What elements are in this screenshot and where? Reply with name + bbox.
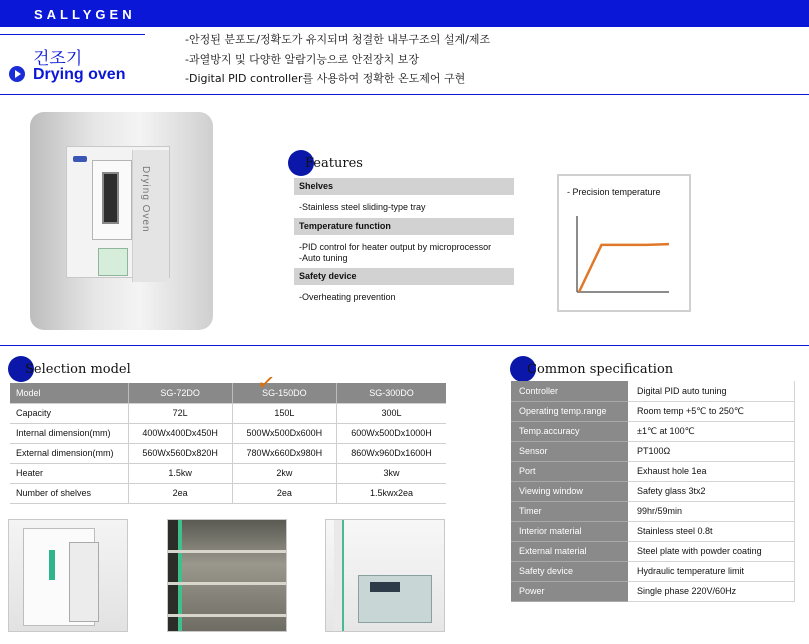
spec-value: Digital PID auto tuning xyxy=(628,381,795,401)
table-cell: 400Wx400Dx450H xyxy=(128,423,232,443)
table-row xyxy=(511,501,795,521)
spec-value: Safety glass 3tx2 xyxy=(628,481,795,501)
table-header: SG-150DO xyxy=(232,383,336,403)
spec-title: Common specification xyxy=(527,362,674,377)
table-row xyxy=(511,381,795,401)
play-bullet-icon xyxy=(9,66,25,82)
table-row xyxy=(10,463,446,483)
shelf-rail xyxy=(168,550,287,553)
table-cell: 150L xyxy=(232,403,336,423)
table-header-row xyxy=(10,383,446,403)
oven-window xyxy=(102,172,119,224)
precision-chart-svg xyxy=(559,176,689,310)
features-title: Features xyxy=(305,156,363,171)
summary-line: -과열방지 및 다양한 알람기능으로 안전장치 보장 xyxy=(185,52,419,66)
spec-key: Safety device xyxy=(511,561,628,581)
shelf-rail xyxy=(168,614,287,617)
table-header: SG-72DO xyxy=(128,383,232,403)
table-row xyxy=(511,561,795,581)
oven-side-label: Drying Oven xyxy=(140,166,151,233)
spec-key: Controller xyxy=(511,381,628,401)
spec-key: Interior material xyxy=(511,521,628,541)
spec-value: Hydraulic temperature limit xyxy=(628,561,795,581)
table-row xyxy=(511,461,795,481)
check-mark-icon: ✓ xyxy=(255,368,278,397)
table-cell: Number of shelves xyxy=(10,483,128,503)
shelf-rail xyxy=(168,582,287,585)
feature-line: -Auto tuning xyxy=(299,253,348,263)
table-cell: 1.5kw xyxy=(128,463,232,483)
selection-table xyxy=(10,383,446,504)
table-cell: 300L xyxy=(336,403,446,423)
oven-control-panel xyxy=(98,248,128,276)
temperature-curve xyxy=(579,244,669,292)
table-cell: 3kw xyxy=(336,463,446,483)
table-cell: External dimension(mm) xyxy=(10,443,128,463)
spec-key: Sensor xyxy=(511,441,628,461)
table-row xyxy=(511,541,795,561)
spec-key: External material xyxy=(511,541,628,561)
spec-value: 99hr/59min xyxy=(628,501,795,521)
table-row xyxy=(10,483,446,503)
product-photo-interior xyxy=(167,519,287,632)
brand-name: SALLYGEN xyxy=(34,7,136,22)
table-cell: 2ea xyxy=(128,483,232,503)
table-cell: Heater xyxy=(10,463,128,483)
table-cell: 500Wx500Dx600H xyxy=(232,423,336,443)
page-title-korean: 건조기 xyxy=(33,49,83,69)
table-cell: 2kw xyxy=(232,463,336,483)
table-row xyxy=(511,521,795,541)
spec-value: PT100Ω xyxy=(628,441,795,461)
product-photo-exterior xyxy=(8,519,128,632)
controller-display xyxy=(370,582,400,592)
table-row xyxy=(511,421,795,441)
spec-key: Operating temp.range xyxy=(511,401,628,421)
title-underline xyxy=(0,34,145,35)
spec-key: Port xyxy=(511,461,628,481)
table-cell: 780Wx660Dx980H xyxy=(232,443,336,463)
table-cell: 2ea xyxy=(232,483,336,503)
table-row xyxy=(511,401,795,421)
table-cell: 560Wx560Dx820H xyxy=(128,443,232,463)
spec-key: Timer xyxy=(511,501,628,521)
brand-bar xyxy=(0,0,809,27)
table-row xyxy=(511,481,795,501)
table-row xyxy=(10,423,446,443)
precision-chart xyxy=(557,174,691,312)
feature-heading: Temperature function xyxy=(294,218,514,235)
table-cell: Capacity xyxy=(10,403,128,423)
table-row xyxy=(511,441,795,461)
spec-value: Single phase 220V/60Hz xyxy=(628,581,795,601)
feature-line: -Overheating prevention xyxy=(299,292,396,302)
spec-value: Room temp +5℃ to 250℃ xyxy=(628,401,795,421)
spec-value: Steel plate with powder coating xyxy=(628,541,795,561)
door-edge xyxy=(334,520,344,632)
spec-value: ±1℃ at 100℃ xyxy=(628,421,795,441)
section-divider xyxy=(0,345,809,346)
table-row xyxy=(511,581,795,601)
spec-table xyxy=(511,381,795,602)
feature-heading: Shelves xyxy=(294,178,514,195)
oven-logo xyxy=(73,156,87,162)
chart-title: - Precision temperature xyxy=(567,187,661,197)
selection-title: Selection model xyxy=(25,362,131,377)
feature-line: -PID control for heater output by microprocessor xyxy=(299,242,492,252)
table-header: Model xyxy=(10,383,128,403)
table-header: SG-300DO xyxy=(336,383,446,403)
summary-line: -Digital PID controller를 사용하여 정확한 온도제어 구현 xyxy=(185,72,466,85)
door-seal xyxy=(49,550,55,580)
spec-key: Temp.accuracy xyxy=(511,421,628,441)
feature-line: -Stainless steel sliding-type tray xyxy=(299,202,426,212)
spec-key: Power xyxy=(511,581,628,601)
feature-summary xyxy=(185,30,490,89)
table-cell: 72L xyxy=(128,403,232,423)
feature-heading: Safety device xyxy=(294,268,514,285)
spec-value: Exhaust hole 1ea xyxy=(628,461,795,481)
table-cell: 860Wx960Dx1600H xyxy=(336,443,446,463)
spec-key: Viewing window xyxy=(511,481,628,501)
header-divider xyxy=(0,94,809,95)
table-cell: 1.5kwx2ea xyxy=(336,483,446,503)
table-row xyxy=(10,403,446,423)
table-row xyxy=(10,443,446,463)
table-cell: 600Wx500Dx1000H xyxy=(336,423,446,443)
table-cell: Internal dimension(mm) xyxy=(10,423,128,443)
summary-line: -안정된 분포도/정확도가 유지되며 청결한 내부구조의 설계/제조 xyxy=(185,33,491,46)
spec-value: Stainless steel 0.8t xyxy=(628,521,795,541)
product-photo-controller xyxy=(325,519,445,632)
page-title: Drying oven xyxy=(33,66,126,83)
open-door xyxy=(69,542,99,622)
